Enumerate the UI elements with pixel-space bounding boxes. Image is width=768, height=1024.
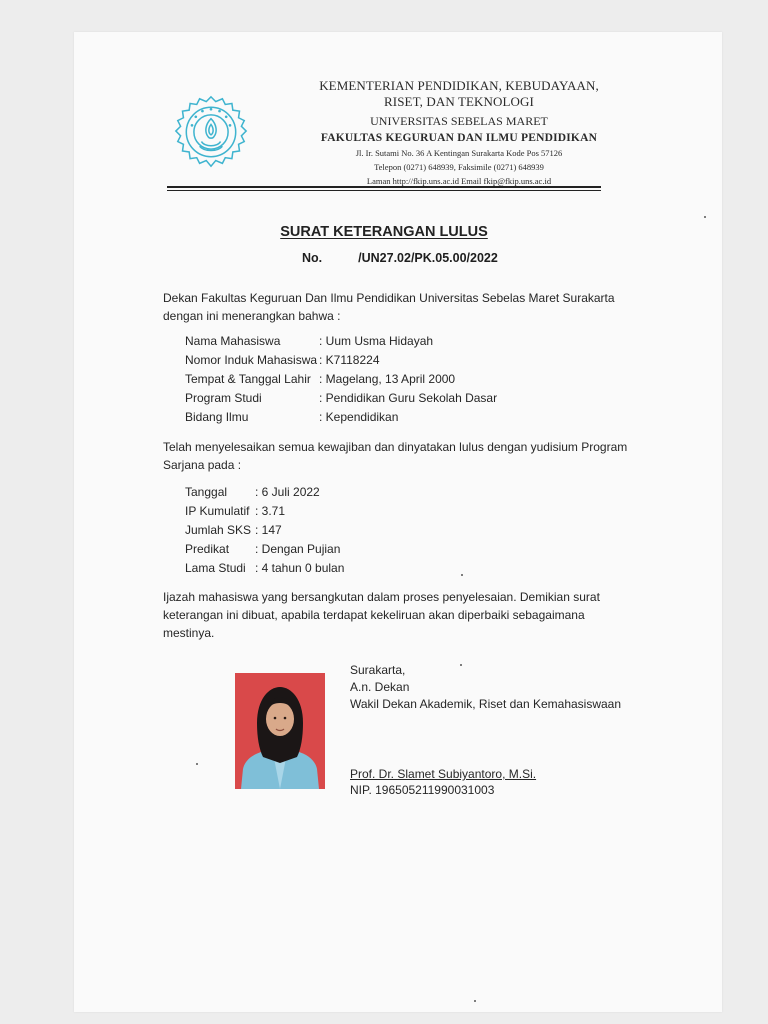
field-label: Nomor Induk Mahasiswa: [185, 353, 318, 367]
letter-number-value: /UN27.02/PK.05.00/2022: [358, 251, 498, 265]
signature-block: [350, 662, 621, 713]
letter-number-label: No.: [302, 251, 323, 265]
field-row: [185, 389, 497, 408]
field-value: : K7118224: [319, 353, 380, 367]
field-label: Tanggal: [185, 485, 228, 499]
field-row: [185, 502, 344, 521]
field-value: : 147: [255, 523, 282, 537]
scan-speck: [461, 574, 463, 576]
field-label: Jumlah SKS: [185, 523, 252, 537]
field-value: : Kependidikan: [319, 410, 399, 424]
field-label: Bidang Ilmu: [185, 410, 249, 424]
field-value: : 6 Juli 2022: [255, 485, 320, 499]
field-row: [185, 408, 497, 427]
field-value: : 3.71: [255, 504, 286, 518]
letterhead: [262, 78, 656, 187]
field-label: IP Kumulatif: [185, 504, 250, 518]
sign-place: Surakarta,: [350, 663, 406, 677]
letterhead-divider: [167, 186, 601, 188]
university-seal-icon: [173, 94, 249, 170]
graduation-statement: Telah menyelesaikan semua kewajiban dan dinyatakan lulus dengan yudisium Program Sarjana pada :: [163, 440, 628, 472]
closing-paragraph: Ijazah mahasiswa yang bersangkutan dalam proses penyelesaian. Demikian surat keterangan ini dibuat, apabila terdapat kekeliruan akan diperbaiki sebagaimana mestinya.: [163, 590, 600, 640]
field-label: Tempat & Tanggal Lahir: [185, 372, 311, 386]
signer-nip: NIP. 196505211990031003: [350, 783, 495, 797]
address: Jl. Ir. Sutami No. 36 A Kentingan Surakarta Kode Pos 57126: [355, 148, 563, 158]
sign-on-behalf: A.n. Dekan: [350, 680, 410, 694]
field-label: Predikat: [185, 542, 230, 556]
field-value: : Magelang, 13 April 2000: [319, 372, 456, 386]
field-row: [185, 351, 497, 370]
field-value: : 4 tahun 0 bulan: [255, 561, 345, 575]
graduation-details: [185, 483, 344, 578]
faculty-name: FAKULTAS KEGURUAN DAN ILMU PENDIDIKAN: [320, 132, 598, 144]
student-photo: [235, 673, 325, 789]
field-label: Lama Studi: [185, 561, 246, 575]
phone: Telepon (0271) 648939, Faksimile (0271) 648939: [374, 162, 544, 172]
intro-paragraph: Dekan Fakultas Keguruan Dan Ilmu Pendidikan Universitas Sebelas Maret Surakarta dengan ini menerangkan bahwa :: [163, 291, 615, 323]
signer: [350, 766, 536, 798]
student-details: [185, 332, 497, 427]
field-value: : Pendidikan Guru Sekolah Dasar: [319, 391, 498, 405]
document-title-wrap: [0, 223, 768, 241]
web-contact: Laman http://fkip.uns.ac.id Email fkip@fkip.uns.ac.id: [366, 176, 552, 186]
university-name: UNIVERSITAS SEBELAS MARET: [370, 114, 548, 128]
field-row: [185, 332, 497, 351]
field-value: : Uum Usma Hidayah: [319, 334, 434, 348]
scan-speck: [460, 664, 462, 666]
signer-name: Prof. Dr. Slamet Subiyantoro, M.Si.: [350, 767, 537, 781]
ministry-name: KEMENTERIAN PENDIDIKAN, KEBUDAYAAN,: [319, 78, 599, 93]
field-row: [185, 483, 344, 502]
field-label: Program Studi: [185, 391, 262, 405]
letter-number: [302, 251, 498, 265]
field-row: [185, 370, 497, 389]
field-row: [185, 521, 344, 540]
letterhead-divider-thin: [167, 190, 601, 191]
scan-speck: [474, 1000, 476, 1002]
field-value: : Dengan Pujian: [255, 542, 341, 556]
scan-speck: [196, 763, 198, 765]
sign-position: Wakil Dekan Akademik, Riset dan Kemahasiswaan: [350, 697, 622, 711]
field-row: [185, 559, 344, 578]
field-row: [185, 540, 344, 559]
field-label: Nama Mahasiswa: [185, 334, 281, 348]
ministry-name-line2: RISET, DAN TEKNOLOGI: [384, 94, 534, 109]
document-title: SURAT KETERANGAN LULUS: [280, 224, 488, 240]
scan-speck: [704, 216, 706, 218]
